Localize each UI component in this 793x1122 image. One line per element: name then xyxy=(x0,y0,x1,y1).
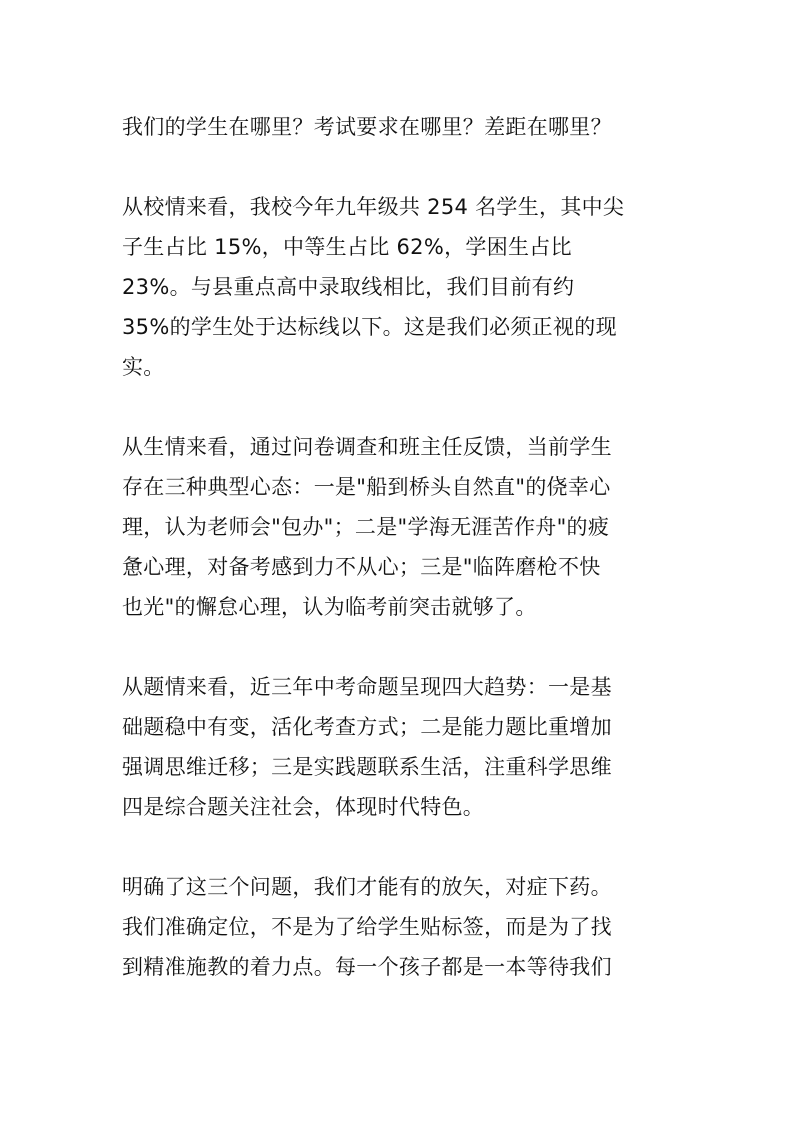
text-line: 子生占比 15%，中等生占比 62%，学困生占比 xyxy=(122,235,572,259)
text-line: 从校情来看，我校今年九年级共 254 名学生，其中尖 xyxy=(122,195,625,219)
text-line: 实。 xyxy=(122,355,165,379)
text-line: 我们的学生在哪里？考试要求在哪里？差距在哪里？ xyxy=(122,115,612,139)
paragraph-school-situation xyxy=(122,187,682,387)
text-line: 23%。与县重点高中录取线相比，我们目前有约 xyxy=(122,275,575,299)
paragraph-conclusion xyxy=(122,867,682,987)
text-line: 到精准施教的着力点。每一个孩子都是一本等待我们 xyxy=(122,955,612,979)
text-line: 35%的学生处于达标线以下。这是我们必须正视的现 xyxy=(122,315,617,339)
text-line: 惫心理，对备考感到力不从心；三是"临阵磨枪不快 xyxy=(122,555,601,579)
text-line: 存在三种典型心态：一是"船到桥头自然直"的侥幸心 xyxy=(122,475,611,499)
paragraph-questions xyxy=(122,107,682,147)
paragraph-student-situation xyxy=(122,427,682,627)
paragraph-exam-situation xyxy=(122,667,682,827)
text-line: 四是综合题关注社会，体现时代特色。 xyxy=(122,795,485,819)
text-line: 从题情来看，近三年中考命题呈现四大趋势：一是基 xyxy=(122,675,612,699)
text-line: 理，认为老师会"包办"；二是"学海无涯苦作舟"的疲 xyxy=(122,515,610,539)
text-line: 也光"的懈怠心理，认为临考前突击就够了。 xyxy=(122,595,537,619)
text-line: 强调思维迁移；三是实践题联系生活，注重科学思维 xyxy=(122,755,612,779)
text-line: 从生情来看，通过问卷调查和班主任反馈，当前学生 xyxy=(122,435,612,459)
text-line: 明确了这三个问题，我们才能有的放矢，对症下药。 xyxy=(122,875,612,899)
text-line: 我们准确定位，不是为了给学生贴标签，而是为了找 xyxy=(122,915,612,939)
text-line: 础题稳中有变，活化考查方式；二是能力题比重增加 xyxy=(122,715,612,739)
